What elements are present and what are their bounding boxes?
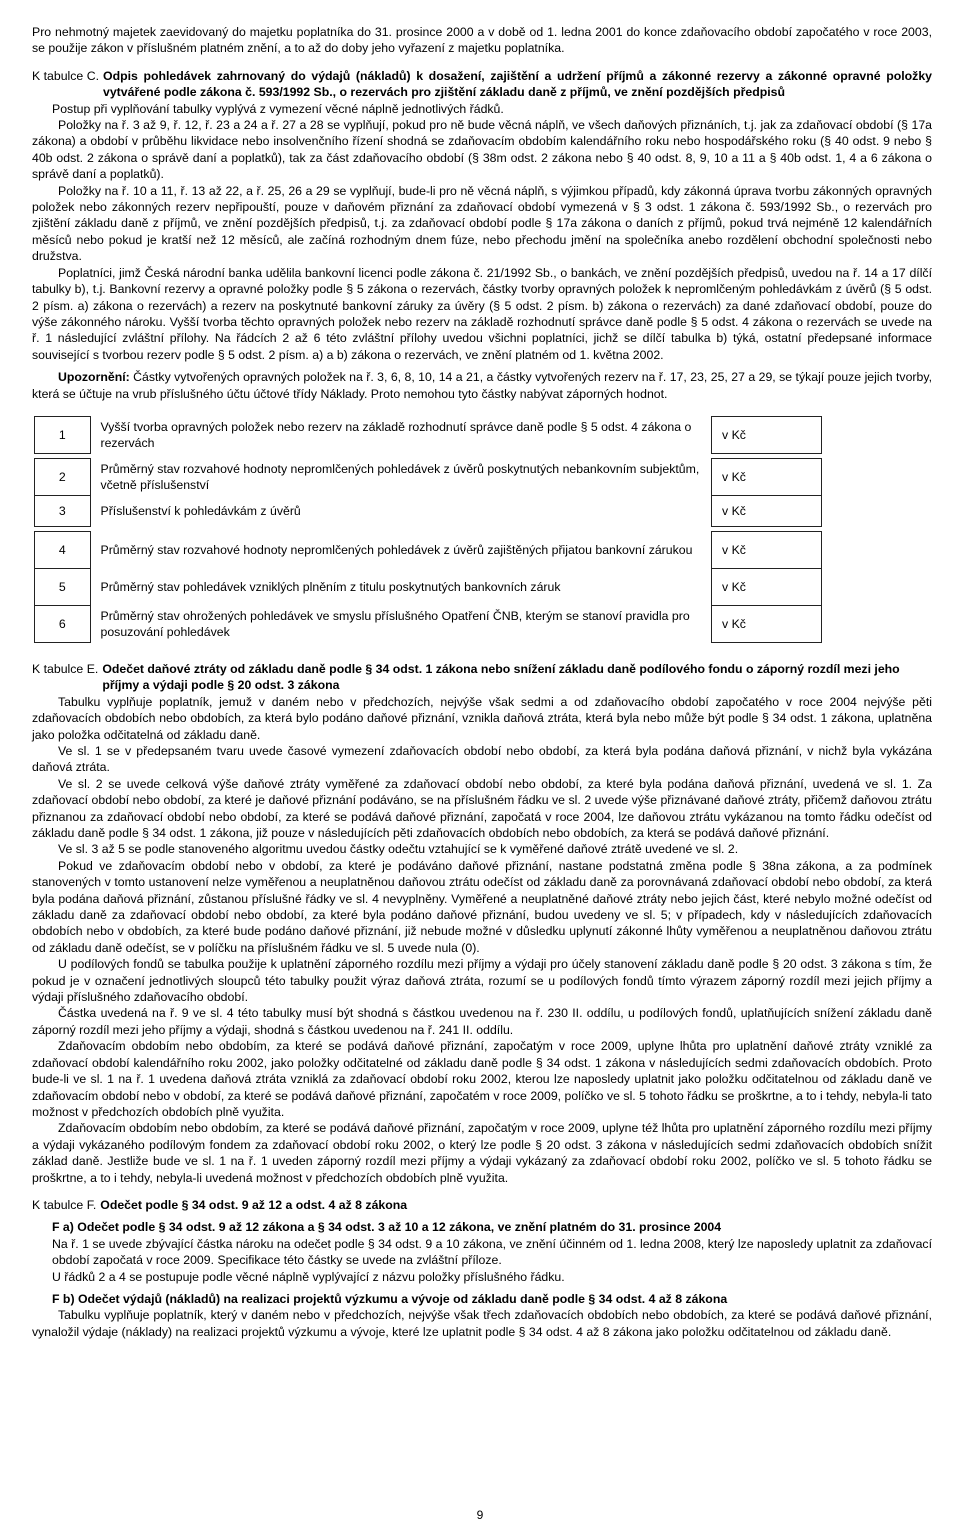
- intro-paragraph: Pro nehmotný majetek zaevidovaný do majetku poplatníka do 31. prosince 2000 a v době od 1. ledna 2001 do konce zdaňovacího období započatého v roce 2003, se použije zákon v příslušném platném znění, a to až do doby jeho vyřazení z majetku poplatníka.: [32, 25, 932, 56]
- section-c-label: K tabulce C.: [32, 68, 99, 83]
- warning-label: Upozornění:: [58, 370, 130, 385]
- section-f-title: Odečet podle § 34 odst. 9 až 12 a odst. 4 až 8 zákona: [100, 1197, 408, 1212]
- section-e-p8: Zdaňovacím obdobím nebo obdobím, za které se podává daňové přiznání, započatým v roce 2009, uplyne lhůta pro uplatnění daňové ztráty vzniklé za zdaňovací období kalendářního roku 2002, jako položky odčitatelné od základu daně podle § 34 odst. 1 zákona v následujících sedmi zdaňovacích obdobích. Proto bude-li ve sl. 1 na ř. 1 uvedena daňová ztráta vzniklá za zdaňovací období roku 2002, kterou lze naposledy uplatnit jako položku odčitatelnou od základu daně ve zdaňovacím období nebo v období, za které se podává daňové přiznání, započatém v roce 2009, políčko ve sl. 5 tohoto řádku se proškrtne, a to i tehdy, nebyla-li tato možnost v předchozích obdobích plně využita.: [32, 1039, 932, 1119]
- row-number: 1: [35, 416, 91, 453]
- table-row: [35, 568, 822, 605]
- section-c-p1: Postup při vyplňování tabulky vyplývá z vymezení věcné náplně jednotlivých řádků.: [52, 101, 504, 116]
- section-f-label: K tabulce F.: [32, 1197, 97, 1212]
- section-e-title: Odečet daňové ztráty od základu daně podle § 34 odst. 1 zákona nebo snížení základu daně podílového fondu o záporný rozdíl mezi jeho příjmy a výdaji podle § 20 odst. 3 zákona: [102, 661, 900, 693]
- section-e-p2: Ve sl. 1 se v předepsaném tvaru uvede časové vymezení zdaňovacích období nebo období, za která byla podána daňová přiznání, v nichž byla vykázána daňová ztráta.: [32, 743, 932, 775]
- row-unit[interactable]: v Kč: [712, 605, 822, 642]
- section-e-p6: U podílových fondů se tabulka použije k uplatnění záporného rozdílu mezi příjmy a výdaji pro účely stanovení základu daně podle § 20 odst. 3 zákona s tím, že pokud je v označení jednotlivých sloupců této tabulky použit výraz daňová ztráta, rozumí se u podílových fondů tímto výrazem záporný rozdíl mezi jejich příjmy a výdaji příslušného zdaňovacího období.: [32, 957, 932, 1005]
- table-row: [35, 458, 822, 495]
- section-e-p5: Pokud ve zdaňovacím období nebo v období, za které je podáváno daňové přiznání, nastane podstatná změna podle § 38na zákona, a za podmínek stanovených v tomto ustanovení nelze vyměřenou a neuplatněnou daňovou ztrátu odečíst od základu daně za porovnávaná zdaňovací období nebo období, za která byla podána daňová přiznání, zůstanou příslušné řádky ve sl. 4 nevyplněny. Vyměřené a neuplatněné daňové ztráty nebo jejich část, které nebylo možné odečíst od základu daně za zdaňovací období nebo období, za které byla podáno daňové přiznání, budou uvedeny ve sl. 5; v případech, kdy v následujících zdaňovacích obdobích nebo v obdobích, za které bude podáno daňové přiznání, již nebude možné v důsledku uplynutí zákonné lhůty vyměřenou a neuplatněnou daňovou ztrátu od základu daně odečíst, se v políčku na příslušném řádku ve sl. 5 uvede nula (0).: [32, 858, 932, 955]
- section-c-p3: Položky na ř. 10 a 11, ř. 13 až 22, a ř. 25, 26 a 29 se vyplňují, bude-li pro ně věcná náplň, s výjimkou případů, kdy zákonná úprava tvorbu zákonných opravných položek nebo zákonných rezerv nepřipouští, pouze v daňovém přiznání za zdaňovací období vymezená v § 3 odst. 1 zákona č. 593/1992 Sb., o rezervách pro zjištění základu daně z příjmů, ve znění pozdějších předpisů, t.j. za zdaňovací období podle § 17a zákona o daních z příjmů, pokud trvá nejméně 12 kalendářních měsíců nebo pokud je kratší než 12 měsíců, ale začíná rozhodným dnem fúze, nebo přechodu jmění na společníka anebo rozdělení obchodní společnosti nebo družstva.: [32, 183, 932, 264]
- row-number: 5: [35, 568, 91, 605]
- section-c-p4: Poplatníci, jimž Česká národní banka udělila bankovní licenci podle zákona č. 21/1992 Sb., o bankách, ve znění pozdějších předpisů, uvedou na ř. 14 a 17 dílčí tabulky b), t.j. Bankovní rezervy a opravné položky podle § 5 zákona o rezervách, částky tvorby opravných položek k nepromlčeným pohledávkám z úvěrů (§ 5 odst. 2 písm. a) zákona o rezervách) a rezerv na poskytnuté bankovní záruky za úvěry (§ 5 odst. 2 písm. b) zákona o rezervách) za dané zdaňovací období, pouze do výše zákonného nároku. Vyšší tvorba těchto opravných položek nebo rezerv na základě rozhodnutí správce daně podle § 5 odst. 4 zákona o rezervách se uvede na ř. 1 následující zvláštní přílohy. Na řádcích 2 až 6 této zvláštní přílohy uvedou všichni poplatníci, jichž se dílčí tabulka b) týká, ostatní předepsané informace související s tvorbou rezerv podle § 5 odst. 2 písm. a) a b) zákona o rezervách, ve znění platném od 1. května 2002.: [32, 265, 932, 362]
- row-text: Vyšší tvorba opravných položek nebo rezerv na základě rozhodnutí správce daně podle § 5 odst. 4 zákona o rezervách: [100, 419, 692, 450]
- section-c-title: Odpis pohledávek zahrnovaný do výdajů (nákladů) k dosažení, zajištění a udržení příjmů a zákonné rezervy a zákonné opravné položky vytvářené podle zákona č. 593/1992 Sb., o rezervách pro zjištění základu daně z příjmů, ve znění pozdějších předpisů: [103, 68, 932, 100]
- section-e-p9: Zdaňovacím obdobím nebo obdobím, za které se podává daňové přiznání, započatým v roce 2009, uplyne též lhůta pro uplatnění záporného rozdílu mezi příjmy a výdaji vykázaného podílovým fondem za zdaňovací období roku 2002, o který lze podle § 20 odst. 3 zákona v následujících sedmi zdaňovacích obdobích snížit základ daně. Jestliže bude ve sl. 1 na ř. 1 uveden záporný rozdíl mezi příjmy a výdaji vykázaný za zdaňovací období roku 2002, políčko ve sl. 5 tohoto řádku se proškrtne, a to i tehdy, nebyla-li uvedená možnost v předchozích obdobích plně využita.: [32, 1121, 932, 1185]
- document-body: [32, 24, 932, 1340]
- section-e-p1: Tabulku vyplňuje poplatník, jemuž v daném nebo v předchozích, nejvýše však sedmi a od zdaňovacího období započatého v roce 2004 nejvýše pěti zdaňovacích obdobích nebo obdobích, za která bylo podáno daňové přiznání, vznikla daňová ztráta, která byla nebo může být podle § 34 odst. 1 zákona, uplatněna jako položka odčitatelná od základu daně.: [32, 694, 932, 742]
- section-fa-p2: U řádků 2 a 4 se postupuje podle věcné náplně vyplývající z názvu položky příslušného řádku.: [52, 1269, 565, 1284]
- row-number: 3: [35, 495, 91, 526]
- section-e-p3: Ve sl. 2 se uvede celková výše daňové ztráty vyměřené za zdaňovací období nebo období, za které byla podána daňová přiznání, uvedená ve sl. 1. Za zdaňovací období nebo období, za které je daňové přiznání podáváno, se na příslušném řádku ve sl. 2 uvede výše přiznávané daňové ztráty, přičemž daňovou ztrátu přiznanou za zdaňovací období nebo období, za které se podává daňové přiznání, započatá v roce 2004, lze daňovou ztrátu vykázanou na tomto řádku odečíst od základu daně podle § 34 odst. 1 zákona, již pouze v následujících pěti zdaňovacích obdobích nebo obdobích, za která se podává daňové přiznání.: [32, 776, 932, 840]
- table-row: [35, 605, 822, 642]
- table-row: [35, 531, 822, 568]
- section-fa-p1: Na ř. 1 se uvede zbývající částka nároku na odečet podle § 34 odst. 9 a 10 zákona, ve znění účinném od 1. ledna 2008, který lze naposledy uplatnit za zdaňovací období započatá v roce 2009. Specifikace této částky se uvede na zvláštní příloze.: [52, 1236, 932, 1268]
- table-row: [35, 495, 822, 526]
- section-c-p2: Položky na ř. 3 až 9, ř. 12, ř. 23 a 24 a ř. 27 a 28 se vyplňují, pokud pro ně bude věcná náplň, ve všech daňových přiznáních, t.j. jak za zdaňovací období (§ 17a zákona) a období v průběhu likvidace nebo insolvenčního řízení shodná se zdaňovacím obdobím kalendářního roku nebo hospodářského roku (§ 40 odst. 9 nebo § 40b odst. 2 zákona o správě daní a poplatků), tak za část zdaňovacího období (§ 38m odst. 2 zákona nebo § 40 odst. 8, 9, 10 a 11 a § 40b odst. 1, 4 a 6 zákona o správě daní a poplatků).: [32, 118, 932, 182]
- section-c-heading: [32, 68, 932, 101]
- annex-table: [34, 416, 822, 643]
- row-number: 6: [35, 605, 91, 642]
- section-f-heading: [32, 1197, 932, 1213]
- section-e-label: K tabulce E.: [32, 661, 99, 676]
- row-unit[interactable]: v Kč: [712, 568, 822, 605]
- row-number: 4: [35, 531, 91, 568]
- row-unit[interactable]: v Kč: [712, 531, 822, 568]
- section-fb-title: F b) Odečet výdajů (nákladů) na realizaci projektů výzkumu a vývoje od základu daně podle § 34 odst. 4 až 8 zákona: [52, 1291, 728, 1306]
- row-text: Průměrný stav pohledávek vzniklých plněním z titulu poskytnutých bankovních záruk: [100, 579, 561, 594]
- row-unit[interactable]: v Kč: [712, 458, 822, 495]
- row-number: 2: [35, 458, 91, 495]
- section-e-p4: Ve sl. 3 až 5 se podle stanoveného algoritmu uvedou částky odečtu vztahující se k vyměřené daňové ztrátě uvedené ve sl. 2.: [58, 842, 739, 857]
- section-fb-p1: Tabulku vyplňuje poplatník, který v daném nebo v předchozích, nejvýše však třech zdaňovacích obdobích nebo obdobích, za které se podává daňové přiznání, vynaložil výdaje (náklady) na realizaci projektů výzkumu a vývoje, které lze uplatnit podle § 34 odst. 4 až 8 zákona jako položku odčitatelnou od základu daně.: [32, 1308, 932, 1339]
- warning-text: Částky vytvořených opravných položek na ř. 3, 6, 8, 10, 14 a 21, a částky vytvořených rezerv na ř. 17, 23, 25, 27 a 29, se týkají pouze jejich tvorby, která se účtuje na vrub příslušného účtu účtové třídy Náklady. Proto nemohou tyto částky nabývat záporných hodnot.: [32, 370, 932, 401]
- section-e-p7: Částka uvedená na ř. 9 ve sl. 4 této tabulky musí být shodná s částkou uvedenou na ř. 230 II. oddílu, u podílových fondů, uplatňujících snížení základu daně záporný rozdíl mezi jeho příjmy a výdaji, shodná s částkou uvedenou na ř. 241 II. oddílu.: [32, 1006, 932, 1037]
- page-number: 9: [476, 1508, 484, 1522]
- row-unit[interactable]: v Kč: [712, 495, 822, 526]
- row-text: Průměrný stav rozvahové hodnoty nepromlčených pohledávek z úvěrů zajištěných přijatou bankovní zárukou: [100, 542, 693, 557]
- section-e-heading: [32, 661, 932, 694]
- section-fa-title: F a) Odečet podle § 34 odst. 9 až 12 zákona a § 34 odst. 3 až 10 a 12 zákona, ve znění platném do 31. prosince 2004: [52, 1220, 722, 1235]
- row-text: Příslušenství k pohledávkám z úvěrů: [100, 503, 301, 518]
- row-unit[interactable]: v Kč: [712, 416, 822, 453]
- row-text: Průměrný stav ohrožených pohledávek ve smyslu příslušného Opatření ČNB, kterým se stanoví pravidla pro posuzování pohledávek: [100, 608, 690, 639]
- row-text: Průměrný stav rozvahové hodnoty nepromlčených pohledávek z úvěrů poskytnutých nebankovním subjektům, včetně příslušenství: [100, 461, 700, 492]
- table-row: [35, 416, 822, 453]
- section-c-warning: [32, 369, 932, 402]
